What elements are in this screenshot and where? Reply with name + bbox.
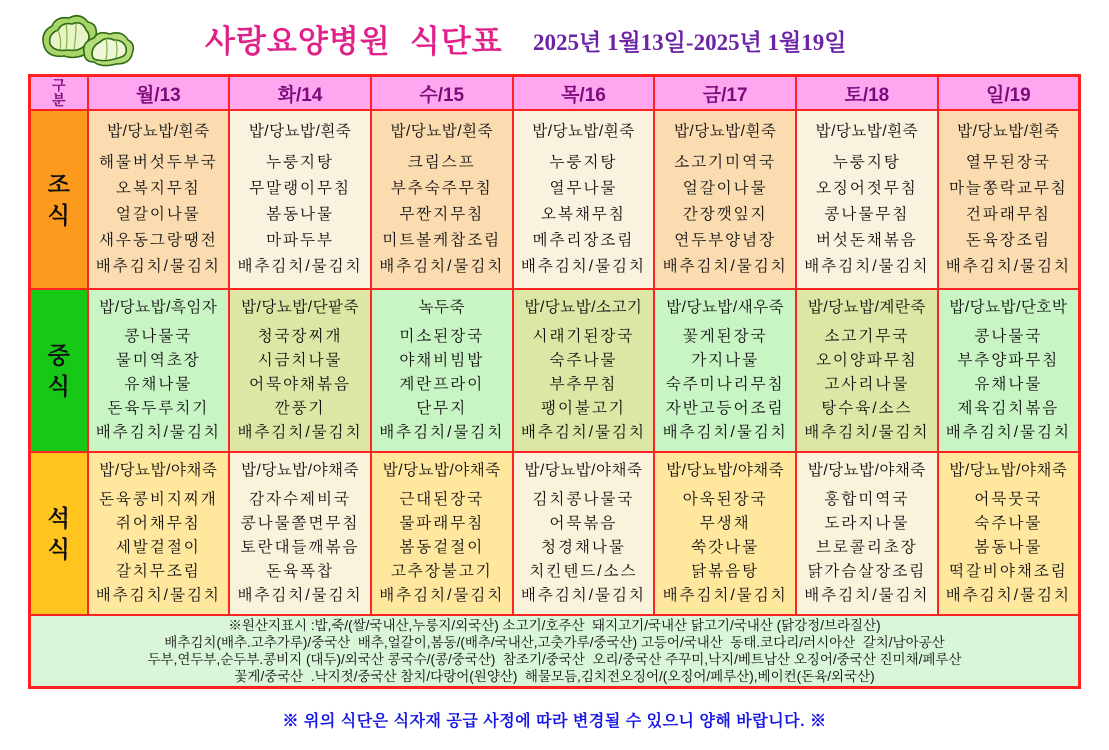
menu-item: 배추김치/물김치 xyxy=(520,424,647,441)
menu-item: 배추김치/물김치 xyxy=(662,258,788,275)
menu-item: 쑥갓나물 xyxy=(691,539,760,556)
menu-item: 얼갈이나물 xyxy=(682,180,768,197)
menu-item: 청국장찌개 xyxy=(257,328,343,345)
menu-item: 숙주나물 xyxy=(974,515,1043,532)
menu-item: 토란대들깨볶음 xyxy=(240,539,360,556)
origin-line: 두부,연두부,순두부.콩비지 (대두)/외국산 콩국수/(콩/중국산) 참조기/중국산 오리/중국산 주꾸미,낙지/베트남산 오징어/중국산 진미채/페루산 xyxy=(147,652,962,667)
cabbage-logo-icon xyxy=(36,8,141,70)
menu-cell-dinner-day1 xyxy=(88,452,230,615)
day-header-6: 토/18 xyxy=(796,76,938,111)
menu-item: 해물버섯두부국 xyxy=(98,154,218,171)
menu-item: 쥐어채무침 xyxy=(115,515,201,532)
menu-item: 미트볼케찹조림 xyxy=(382,232,502,249)
menu-item: 시금치나물 xyxy=(257,352,343,369)
menu-item: 밥/당뇨밥/흰죽 xyxy=(390,123,493,140)
menu-item: 계란프라이 xyxy=(399,376,485,393)
menu-item: 소고기미역국 xyxy=(674,154,777,171)
menu-item: 밥/당뇨밥/단호박 xyxy=(949,299,1068,316)
menu-item: 무생채 xyxy=(699,515,751,532)
menu-item: 배추김치/물김치 xyxy=(95,258,221,275)
menu-item: 홍합미역국 xyxy=(824,491,910,508)
menu-cell-breakfast-day6 xyxy=(796,110,938,289)
menu-item: 고사리나물 xyxy=(824,376,910,393)
meal-label-dinner: 석 식 xyxy=(30,452,88,615)
day-header-7: 일/19 xyxy=(938,76,1080,111)
meal-label-lunch: 중 식 xyxy=(30,289,88,452)
menu-item: 밥/당뇨밥/야채죽 xyxy=(99,462,218,479)
menu-item: 세발겉절이 xyxy=(115,539,201,556)
menu-item: 누룽지탕 xyxy=(549,154,618,171)
menu-item: 콩나물국 xyxy=(974,328,1043,345)
menu-item: 떡갈비야채조림 xyxy=(948,563,1068,580)
menu-item: 누룽지탕 xyxy=(266,154,334,171)
menu-item: 부추숙주무침 xyxy=(390,180,493,197)
menu-item: 배추김치/물김치 xyxy=(379,258,505,275)
meal-label-breakfast: 조 식 xyxy=(30,110,88,289)
menu-cell-dinner-day6 xyxy=(796,452,938,615)
menu-item: 제육김치볶음 xyxy=(957,400,1060,417)
menu-item: 배추김치/물김치 xyxy=(95,587,221,604)
menu-item: 가지나물 xyxy=(691,352,760,369)
menu-item: 오복채무침 xyxy=(541,206,626,223)
menu-cell-breakfast-day2 xyxy=(229,110,371,289)
day-header-4: 목/16 xyxy=(513,76,655,111)
menu-item: 어묵뭇국 xyxy=(974,491,1043,508)
menu-item: 버섯돈채볶음 xyxy=(815,232,918,249)
menu-item: 김치콩나물국 xyxy=(532,491,635,508)
menu-item: 마파두부 xyxy=(266,232,334,249)
corner-label: 구 분 xyxy=(30,76,88,111)
menu-item: 닭가슴살장조림 xyxy=(807,563,927,580)
menu-cell-breakfast-day5 xyxy=(654,110,796,289)
menu-item: 밥/당뇨밥/흰죽 xyxy=(957,123,1060,140)
menu-item: 배추김치/물김치 xyxy=(379,587,505,604)
menu-item: 메추리장조림 xyxy=(532,232,635,249)
weekly-menu-table xyxy=(28,74,1081,689)
menu-item: 배추김치/물김치 xyxy=(237,587,363,604)
menu-item: 배추김치/물김치 xyxy=(237,258,363,275)
menu-item: 탕수육/소스 xyxy=(821,400,913,417)
menu-item: 배추김치/물김치 xyxy=(804,258,930,275)
menu-item: 밥/당뇨밥/야채죽 xyxy=(241,462,360,479)
menu-item: 미소된장국 xyxy=(399,328,485,345)
menu-item: 밥/당뇨밥/야채죽 xyxy=(807,462,926,479)
menu-item: 간장깻잎지 xyxy=(682,206,768,223)
menu-item: 봄동나물 xyxy=(266,206,334,223)
menu-item: 깐풍기 xyxy=(274,400,326,417)
menu-item: 돈육콩비지찌개 xyxy=(98,491,218,508)
day-header-2: 화/14 xyxy=(229,76,371,111)
menu-cell-dinner-day2 xyxy=(229,452,371,615)
menu-item: 물미역초장 xyxy=(115,352,201,369)
menu-item: 소고기무국 xyxy=(824,328,910,345)
menu-item: 무짠지무침 xyxy=(399,206,485,223)
menu-item: 콩나물무침 xyxy=(824,206,910,223)
menu-item: 밥/당뇨밥/소고기 xyxy=(524,299,643,316)
menu-item: 누룽지탕 xyxy=(832,154,901,171)
menu-item: 배추김치/물김치 xyxy=(237,424,363,441)
menu-item: 밥/당뇨밥/흰죽 xyxy=(248,123,352,140)
menu-item: 물파래무침 xyxy=(399,515,485,532)
menu-item: 오복지무침 xyxy=(115,180,201,197)
menu-item: 오이양파무침 xyxy=(815,352,918,369)
menu-item: 밥/당뇨밥/야채죽 xyxy=(666,462,785,479)
menu-item: 얼갈이나물 xyxy=(115,206,201,223)
menu-item: 갈치무조림 xyxy=(115,563,201,580)
menu-item: 무말랭이무침 xyxy=(249,180,351,197)
menu-item: 시래기된장국 xyxy=(532,328,635,345)
menu-item: 밥/당뇨밥/흑임자 xyxy=(99,299,218,316)
menu-item: 배추김치/물김치 xyxy=(520,587,647,604)
menu-item: 돈육장조림 xyxy=(965,232,1051,249)
menu-item: 부추무침 xyxy=(549,376,618,393)
menu-cell-lunch-day2 xyxy=(229,289,371,452)
menu-item: 열무된장국 xyxy=(965,154,1051,171)
menu-item: 청경채나물 xyxy=(541,539,626,556)
menu-item: 밥/당뇨밥/새우죽 xyxy=(666,299,785,316)
menu-item: 밥/당뇨밥/흰죽 xyxy=(532,123,635,140)
menu-cell-lunch-day1 xyxy=(88,289,230,452)
day-header-5: 금/17 xyxy=(654,76,796,111)
menu-item: 도라지나물 xyxy=(824,515,910,532)
date-range: 2025년 1월13일-2025년 1월19일 xyxy=(533,30,847,55)
menu-item: 근대된장국 xyxy=(399,491,485,508)
menu-item: 배추김치/물김치 xyxy=(520,258,647,275)
menu-item: 배추김치/물김치 xyxy=(945,258,1071,275)
menu-item: 배추김치/물김치 xyxy=(945,587,1071,604)
menu-item: 배추김치/물김치 xyxy=(95,424,221,441)
menu-cell-lunch-day7 xyxy=(938,289,1080,452)
menu-item: 밥/당뇨밥/단팥죽 xyxy=(241,299,360,316)
menu-item: 꽃게된장국 xyxy=(682,328,768,345)
menu-item: 열무나물 xyxy=(549,180,618,197)
menu-item: 아욱된장국 xyxy=(682,491,768,508)
menu-item: 배추김치/물김치 xyxy=(662,424,788,441)
origin-info xyxy=(30,615,1080,688)
menu-item: 감자수제비국 xyxy=(249,491,351,508)
menu-item: 배추김치/물김치 xyxy=(804,587,930,604)
menu-item: 배추김치/물김치 xyxy=(379,424,505,441)
menu-item: 부추양파무침 xyxy=(957,352,1060,369)
origin-line: ※원산지표시 :밥,죽/(쌀/국내산,누룽지/외국산) 소고기/호주산 돼지고기/국내산 닭고기/국내산 (닭강정/브라질산) xyxy=(228,618,881,633)
menu-item: 어묵야채볶음 xyxy=(249,376,351,393)
menu-item: 닭볶음탕 xyxy=(691,563,760,580)
menu-item: 새우동그랑땡전 xyxy=(98,232,218,249)
menu-item: 마늘쫑락교무침 xyxy=(948,180,1068,197)
page-title: 사랑요양병원 식단표 xyxy=(205,24,503,59)
menu-item: 자반고등어조림 xyxy=(665,400,785,417)
menu-item: 숙주미나리무침 xyxy=(665,376,785,393)
menu-item: 치킨텐드/소스 xyxy=(529,563,638,580)
menu-item: 밥/당뇨밥/흰죽 xyxy=(673,123,777,140)
change-notice: ※ 위의 식단은 식자재 공급 사정에 따라 변경될 수 있으니 양해 바랍니다. ※ xyxy=(282,713,827,730)
menu-item: 배추김치/물김치 xyxy=(945,424,1071,441)
menu-cell-lunch-day3 xyxy=(371,289,513,452)
menu-cell-lunch-day5 xyxy=(654,289,796,452)
menu-cell-breakfast-day1 xyxy=(88,110,230,289)
menu-cell-dinner-day5 xyxy=(654,452,796,615)
menu-item: 돈육두루치기 xyxy=(107,400,210,417)
origin-line: 배추김치(배추.고추가루)/중국산 배추,얼갈이,봄동/(배추/국내산,고춧가루/중국산) 고등어/국내산 동태.코다리/러시아산 갈치/남아공산 xyxy=(164,635,945,650)
menu-item: 돈육폭찹 xyxy=(266,563,334,580)
menu-item: 콩나물국 xyxy=(124,328,193,345)
menu-item: 유채나물 xyxy=(974,376,1043,393)
menu-cell-breakfast-day4 xyxy=(513,110,655,289)
menu-item: 고추장불고기 xyxy=(390,563,493,580)
menu-item: 밥/당뇨밥/야채죽 xyxy=(524,462,643,479)
menu-item: 배추김치/물김치 xyxy=(662,587,788,604)
menu-item: 밥/당뇨밥/야채죽 xyxy=(382,462,501,479)
menu-item: 밥/당뇨밥/계란죽 xyxy=(807,299,926,316)
menu-cell-dinner-day3 xyxy=(371,452,513,615)
day-header-3: 수/15 xyxy=(371,76,513,111)
menu-item: 팽이불고기 xyxy=(541,400,626,417)
menu-item: 밥/당뇨밥/흰죽 xyxy=(107,123,210,140)
menu-cell-breakfast-day7 xyxy=(938,110,1080,289)
menu-item: 브로콜리초장 xyxy=(815,539,918,556)
menu-item: 콩나물쫄면무침 xyxy=(240,515,360,532)
menu-cell-lunch-day6 xyxy=(796,289,938,452)
menu-cell-dinner-day4 xyxy=(513,452,655,615)
menu-item: 배추김치/물김치 xyxy=(804,424,930,441)
menu-cell-breakfast-day3 xyxy=(371,110,513,289)
menu-item: 밥/당뇨밥/흰죽 xyxy=(815,123,919,140)
menu-item: 야채비빔밥 xyxy=(399,352,485,369)
day-header-1: 월/13 xyxy=(88,76,230,111)
origin-line: 꽃게/중국산 .낙지젓/중국산 참치/다랑어(원양산) 해물모듬,김치전오징어/(오징어/페루산),베이컨(돈육/외국산) xyxy=(234,669,875,684)
menu-item: 봄동겉절이 xyxy=(399,539,485,556)
menu-cell-dinner-day7 xyxy=(938,452,1080,615)
menu-item: 크림스프 xyxy=(407,154,476,171)
menu-item: 숙주나물 xyxy=(549,352,618,369)
menu-cell-lunch-day4 xyxy=(513,289,655,452)
menu-item: 밥/당뇨밥/야채죽 xyxy=(949,462,1068,479)
menu-item: 단무지 xyxy=(416,400,468,417)
menu-item: 봄동나물 xyxy=(974,539,1043,556)
menu-item: 유채나물 xyxy=(124,376,193,393)
menu-item: 연두부양념장 xyxy=(674,232,777,249)
menu-item: 어묵볶음 xyxy=(549,515,618,532)
menu-item: 건파래무침 xyxy=(965,206,1051,223)
menu-item: 오징어젓무침 xyxy=(815,180,918,197)
menu-item: 녹두죽 xyxy=(418,299,465,316)
